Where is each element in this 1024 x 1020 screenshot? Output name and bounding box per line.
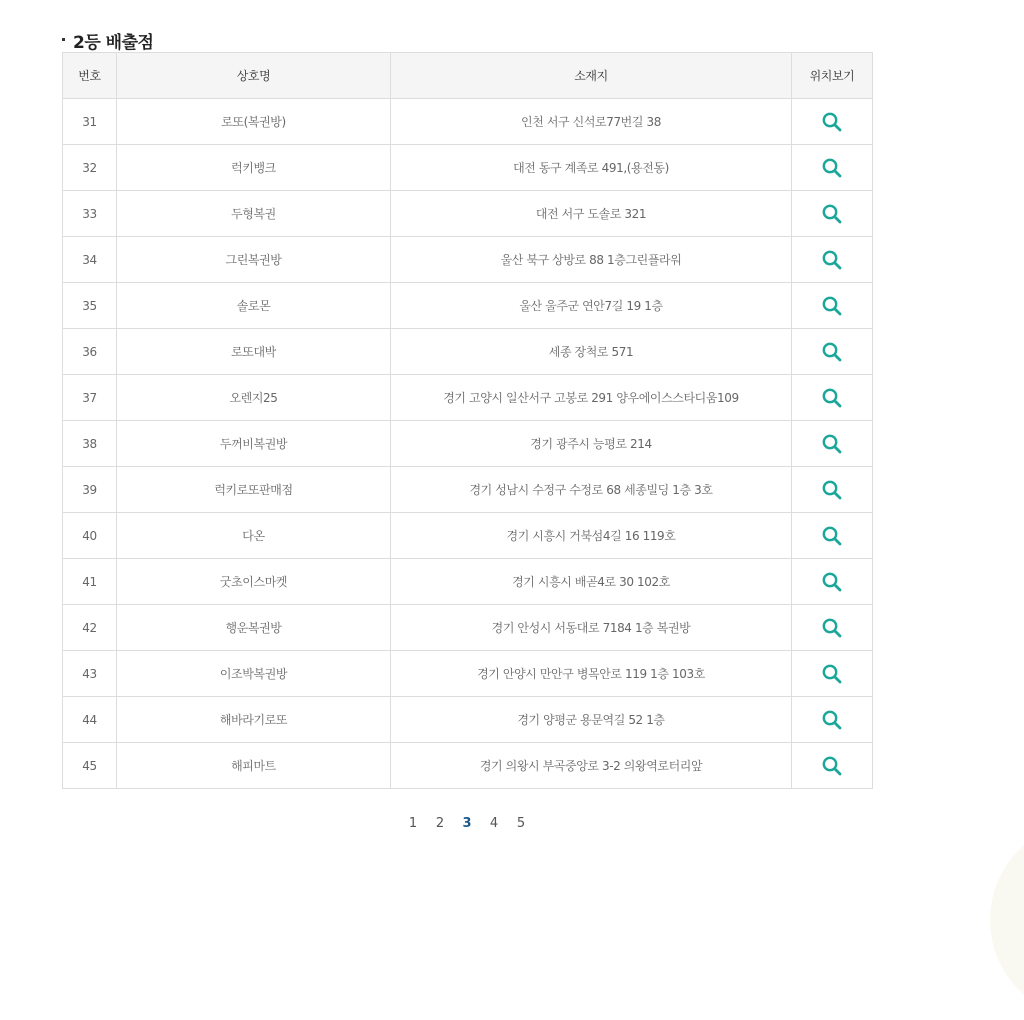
store-name: 럭키로또판매점 — [117, 467, 391, 513]
store-address: 경기 시흥시 배곧4로 30 102호 — [391, 559, 792, 605]
location-cell — [792, 743, 873, 789]
view-location-search-icon[interactable] — [820, 386, 844, 410]
store-address: 인천 서구 신석로77번길 38 — [391, 99, 792, 145]
section-title — [62, 28, 153, 52]
location-cell — [792, 191, 873, 237]
table-row — [63, 559, 873, 605]
store-address: 경기 고양시 일산서구 고봉로 291 양우에이스스타디움109 — [391, 375, 792, 421]
store-address: 세종 장척로 571 — [391, 329, 792, 375]
table-row — [63, 743, 873, 789]
store-address: 대전 서구 도솔로 321 — [391, 191, 792, 237]
location-cell — [792, 651, 873, 697]
view-location-search-icon[interactable] — [820, 478, 844, 502]
table-row — [63, 605, 873, 651]
table-row — [63, 237, 873, 283]
store-name: 두꺼비복권방 — [117, 421, 391, 467]
table-row — [63, 467, 873, 513]
page-link-1[interactable]: 1 — [408, 816, 418, 831]
store-address: 경기 의왕시 부곡중앙로 3-2 의왕역로터리앞 — [391, 743, 792, 789]
column-header-location: 위치보기 — [792, 53, 873, 99]
store-name: 굿초이스마켓 — [117, 559, 391, 605]
table-row — [63, 375, 873, 421]
row-number: 38 — [63, 421, 117, 467]
store-name: 그린복권방 — [117, 237, 391, 283]
table-body — [63, 99, 873, 789]
store-address: 경기 안성시 서동대로 7184 1층 복권방 — [391, 605, 792, 651]
store-address: 대전 동구 계족로 491,(용전동) — [391, 145, 792, 191]
store-address: 경기 광주시 능평로 214 — [391, 421, 792, 467]
store-address: 경기 양평군 용문역길 52 1층 — [391, 697, 792, 743]
location-cell — [792, 421, 873, 467]
title-bullet — [62, 38, 65, 41]
table-row — [63, 99, 873, 145]
page-link-4[interactable]: 4 — [489, 816, 499, 831]
store-name: 오렌지25 — [117, 375, 391, 421]
store-address: 울산 북구 상방로 88 1층그린플라워 — [391, 237, 792, 283]
location-cell — [792, 99, 873, 145]
row-number: 39 — [63, 467, 117, 513]
store-name: 행운복권방 — [117, 605, 391, 651]
row-number: 44 — [63, 697, 117, 743]
column-header-number: 번호 — [63, 53, 117, 99]
table-row — [63, 191, 873, 237]
table-row — [63, 145, 873, 191]
row-number: 34 — [63, 237, 117, 283]
row-number: 31 — [63, 99, 117, 145]
table-row — [63, 697, 873, 743]
pagination — [0, 816, 934, 831]
store-name: 로또(복권방) — [117, 99, 391, 145]
row-number: 33 — [63, 191, 117, 237]
view-location-search-icon[interactable] — [820, 248, 844, 272]
row-number: 40 — [63, 513, 117, 559]
store-name: 이조박복권방 — [117, 651, 391, 697]
location-cell — [792, 467, 873, 513]
decorative-circle — [990, 820, 1024, 1020]
location-cell — [792, 329, 873, 375]
table-header-row — [63, 53, 873, 99]
location-cell — [792, 145, 873, 191]
view-location-search-icon[interactable] — [820, 754, 844, 778]
view-location-search-icon[interactable] — [820, 570, 844, 594]
row-number: 42 — [63, 605, 117, 651]
section-title-text: 2등 배출점 — [73, 32, 154, 53]
store-name: 해피마트 — [117, 743, 391, 789]
row-number: 32 — [63, 145, 117, 191]
store-name: 두형복권 — [117, 191, 391, 237]
view-location-search-icon[interactable] — [820, 432, 844, 456]
column-header-address: 소재지 — [391, 53, 792, 99]
store-name: 해바라기로또 — [117, 697, 391, 743]
view-location-search-icon[interactable] — [820, 524, 844, 548]
view-location-search-icon[interactable] — [820, 616, 844, 640]
table-row — [63, 513, 873, 559]
location-cell — [792, 605, 873, 651]
view-location-search-icon[interactable] — [820, 202, 844, 226]
column-header-store-name: 상호명 — [117, 53, 391, 99]
location-cell — [792, 697, 873, 743]
store-address: 경기 안양시 만안구 병목안로 119 1층 103호 — [391, 651, 792, 697]
page-link-2[interactable]: 2 — [435, 816, 445, 831]
view-location-search-icon[interactable] — [820, 340, 844, 364]
page-link-3[interactable]: 3 — [462, 816, 472, 831]
row-number: 36 — [63, 329, 117, 375]
table-row — [63, 283, 873, 329]
location-cell — [792, 375, 873, 421]
table-row — [63, 651, 873, 697]
view-location-search-icon[interactable] — [820, 156, 844, 180]
view-location-search-icon[interactable] — [820, 708, 844, 732]
view-location-search-icon[interactable] — [820, 110, 844, 134]
store-address: 울산 울주군 연안7길 19 1층 — [391, 283, 792, 329]
location-cell — [792, 283, 873, 329]
store-name: 럭키뱅크 — [117, 145, 391, 191]
row-number: 43 — [63, 651, 117, 697]
winning-stores-table — [62, 52, 873, 789]
store-name: 솔로몬 — [117, 283, 391, 329]
store-name: 다온 — [117, 513, 391, 559]
row-number: 41 — [63, 559, 117, 605]
table-row — [63, 329, 873, 375]
store-address: 경기 시흥시 거북섬4길 16 119호 — [391, 513, 792, 559]
view-location-search-icon[interactable] — [820, 662, 844, 686]
store-address: 경기 성남시 수정구 수정로 68 세종빌딩 1층 3호 — [391, 467, 792, 513]
table-row — [63, 421, 873, 467]
view-location-search-icon[interactable] — [820, 294, 844, 318]
store-name: 로또대박 — [117, 329, 391, 375]
location-cell — [792, 559, 873, 605]
location-cell — [792, 237, 873, 283]
row-number: 37 — [63, 375, 117, 421]
location-cell — [792, 513, 873, 559]
row-number: 35 — [63, 283, 117, 329]
row-number: 45 — [63, 743, 117, 789]
page-link-5[interactable]: 5 — [516, 816, 526, 831]
